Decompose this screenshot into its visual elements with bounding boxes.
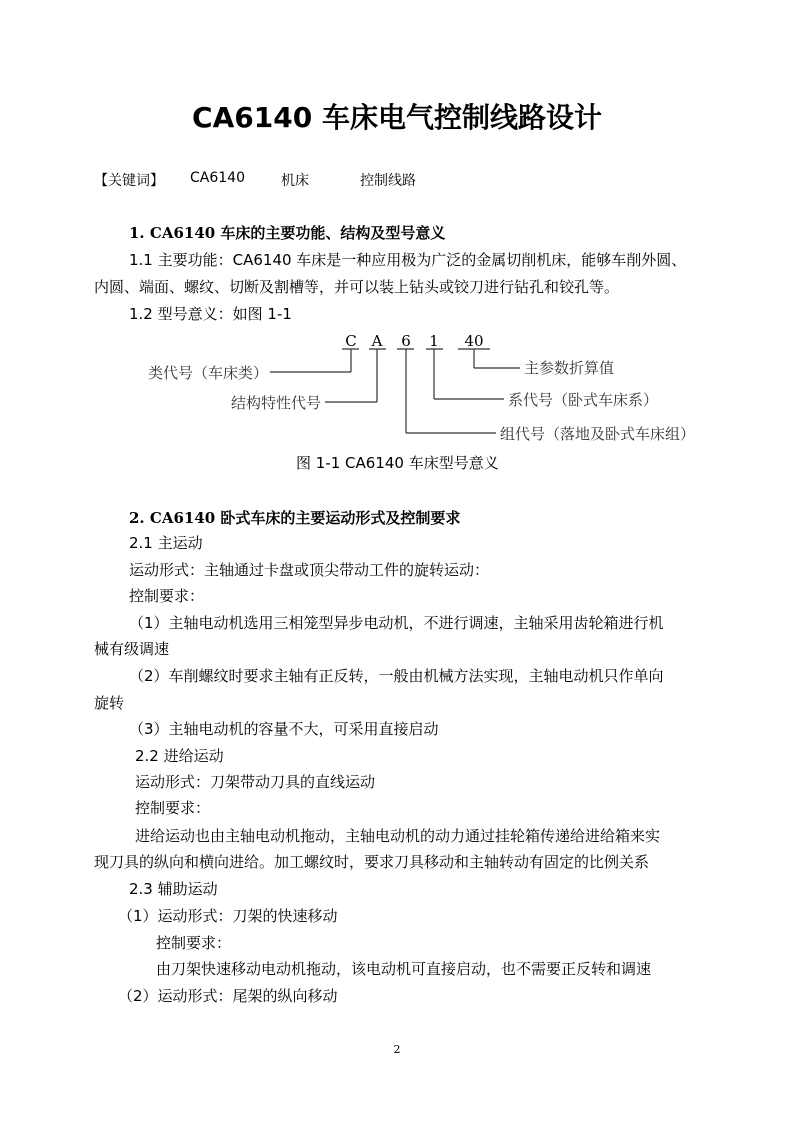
paragraph-line: 1.2 型号意义：如图 1-1 [129, 305, 292, 323]
paragraph-line: 运动形式：刀架带动刀具的直线运动 [135, 773, 376, 791]
paragraph-line: （2）运动形式：尾架的纵向移动 [118, 987, 338, 1005]
paragraph-line: 1.1 主要功能：CA6140 车床是一种应用极为广泛的金属切削机床，能够车削外圆、 [129, 251, 687, 269]
paragraph-line: （2）车削螺纹时要求主轴有正反转，一般由机械方法实现，主轴电动机只作单向 [129, 667, 664, 685]
label-main-param: 主参数折算值 [524, 359, 615, 377]
paragraph-line: 2.3 辅助运动 [129, 880, 218, 898]
paragraph-line: （1）主轴电动机选用三相笼型异步电动机，不进行调速，主轴采用齿轮箱进行机 [129, 614, 664, 632]
code-char-c: C [345, 332, 357, 350]
paragraph-line: 控制要求： [135, 799, 211, 817]
code-char-a: A [371, 332, 383, 350]
paragraph-line: 旋转 [94, 694, 125, 712]
code-char-40: 40 [464, 332, 484, 350]
paragraph-line: 控制要求： [129, 587, 205, 605]
paragraph-line: 运动形式：主轴通过卡盘或顶尖带动工件的旋转运动： [129, 561, 490, 579]
keyword-item: 控制线路 [360, 173, 416, 189]
paragraph-line: 2.2 进给运动 [135, 747, 224, 765]
figure-caption: 图 1-1 CA6140 车床型号意义 [296, 454, 499, 472]
keyword-item: CA6140 [190, 170, 245, 186]
label-group-code: 组代号（落地及卧式车床组） [500, 425, 696, 443]
label-structure-code: 结构特性代号 [231, 394, 322, 412]
section-heading: 2. CA6140 卧式车床的主要运动形式及控制要求 [129, 509, 461, 527]
code-char-1: 1 [429, 332, 439, 350]
keywords-label: 【关键词】 [94, 173, 164, 189]
paragraph-line: （1）运动形式：刀架的快速移动 [118, 907, 338, 925]
paragraph-line: （3）主轴电动机的容量不大，可采用直接启动 [129, 720, 439, 738]
paragraph-line: 内圆、端面、螺纹、切断及割槽等，并可以装上钻头或铰刀进行钻孔和铰孔等。 [94, 278, 620, 296]
label-class-code: 类代号（车床类） [148, 364, 269, 382]
paragraph-line: 2.1 主运动 [129, 534, 203, 552]
paragraph-line: 由刀架快速移动电动机拖动，该电动机可直接启动，也不需要正反转和调速 [156, 960, 652, 978]
page-title: CA6140 车床电气控制线路设计 [192, 101, 602, 134]
paragraph-line: 械有级调速 [94, 640, 170, 658]
section-heading: 1. CA6140 车床的主要功能、结构及型号意义 [129, 224, 446, 242]
paragraph-line: 进给运动也由主轴电动机拖动，主轴电动机的动力通过挂轮箱传递给进给箱来实 [135, 827, 661, 845]
code-char-6: 6 [401, 332, 411, 350]
paragraph-line: 控制要求： [156, 934, 232, 952]
keyword-item: 机床 [281, 173, 309, 189]
paragraph-line: 现刀具的纵向和横向进给。加工螺纹时，要求刀具移动和主轴转动有固定的比例关系 [94, 853, 650, 871]
page-number: 2 [393, 1043, 401, 1056]
label-series-code: 系代号（卧式车床系） [508, 391, 659, 409]
